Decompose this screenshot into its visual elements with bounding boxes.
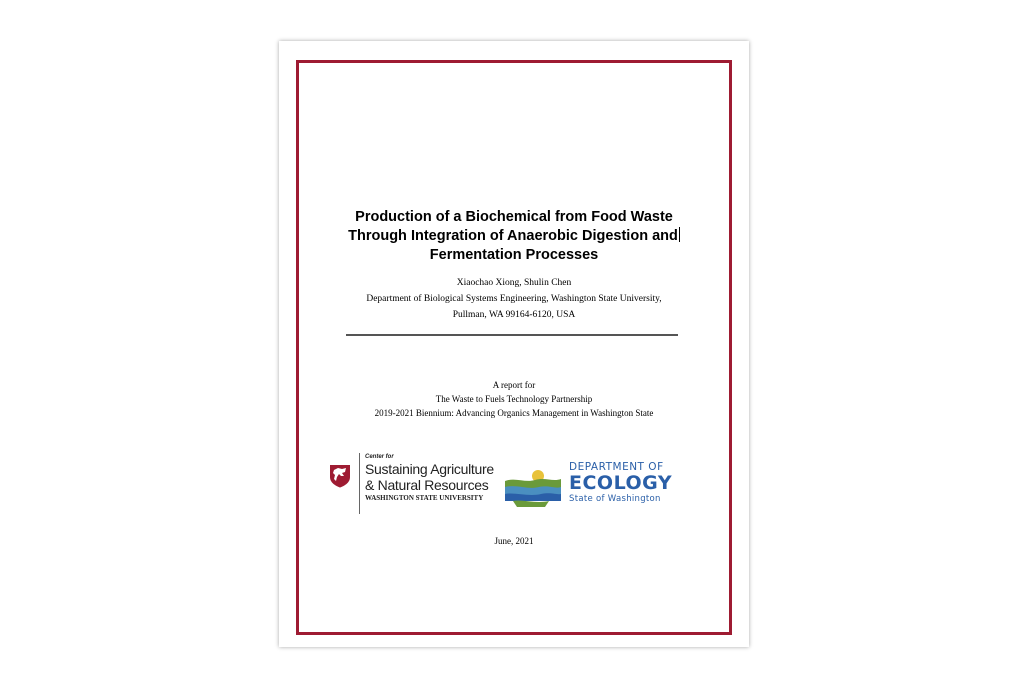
report-line-2: The Waste to Fuels Technology Partnership xyxy=(435,394,593,404)
report-date: June, 2021 xyxy=(494,536,534,546)
authors: Xiaochao Xiong, Shulin Chen xyxy=(456,278,572,288)
text-cursor xyxy=(679,227,680,242)
csanr-line-2: & Natural Resources xyxy=(365,477,489,493)
logos-row xyxy=(329,453,699,517)
ecology-line-2: ECOLOGY xyxy=(569,472,673,494)
title-line-2-text: Through Integration of Anaerobic Digestion and xyxy=(348,228,678,244)
csanr-line-1: Sustaining Agriculture xyxy=(365,461,494,477)
title-line-3: Fermentation Processes xyxy=(429,247,599,263)
ecology-logo xyxy=(569,461,672,504)
csanr-center-for: Center for xyxy=(365,454,394,460)
report-cover-page xyxy=(279,41,749,647)
ecology-line-3: State of Washington xyxy=(569,494,661,504)
cover-border xyxy=(296,60,732,635)
report-line-3: 2019-2021 Biennium: Advancing Organics Management in Washington State xyxy=(374,408,654,418)
ecology-line-1: DEPARTMENT OF xyxy=(569,461,664,473)
report-for-block xyxy=(279,378,749,420)
title-line-1: Production of a Biochemical from Food Waste xyxy=(355,209,673,225)
csanr-university: WASHINGTON STATE UNIVERSITY xyxy=(365,494,484,502)
csanr-logo xyxy=(365,453,494,504)
logo-separator xyxy=(359,453,360,514)
authors-block xyxy=(279,275,749,323)
affiliation-line-2: Pullman, WA 99164-6120, USA xyxy=(452,310,576,320)
horizontal-divider xyxy=(346,334,678,336)
report-title xyxy=(279,208,749,265)
report-line-1: A report for xyxy=(492,380,536,390)
title-line-2 xyxy=(279,227,749,246)
ecology-landscape-icon xyxy=(505,467,561,507)
wsu-cougar-icon xyxy=(329,464,351,488)
affiliation-line-1: Department of Biological Systems Engineering, Washington State University, xyxy=(366,294,662,304)
